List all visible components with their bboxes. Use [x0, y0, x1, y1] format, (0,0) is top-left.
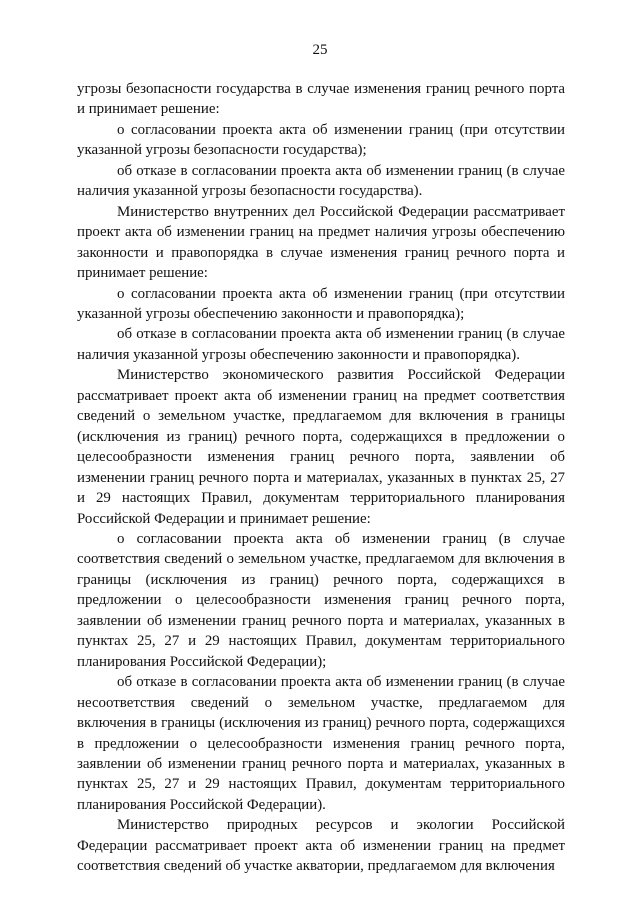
paragraph: об отказе в согласовании проекта акта об изменении границ (в случае наличия указанной угрозы безопасности государства).	[77, 162, 565, 200]
paragraph: о согласовании проекта акта об изменении границ (в случае соответствия сведений о земельном участке, предлагаемом для включения в границы (исключения из границ) речного порта, содержащихся в предложении о целесообразности изменения границ речного порта, заявлении об изменении границ речного порта и материалах, указанных в пунктах 25, 27 и 29 настоящих Правил, документам территориального планирования Российской Федерации);	[77, 530, 565, 670]
paragraph: Министерство внутренних дел Российской Федерации рассматривает проект акта об изменении границ на предмет наличия угрозы обеспечению законности и правопорядка в случае изменения границ речного порта и принимает решение:	[77, 203, 565, 282]
paragraph: Министерство экономического развития Российской Федерации рассматривает проект акта об изменении границ на предмет соответствия сведений о земельном участке, предлагаемом для включения в границы (исключения из границ) речного порта, содержащихся в предложении о целесообразности изменения границ речного порта, заявлении об изменении границ речного порта и материалах, указанных в пунктах 25, 27 и 29 настоящих Правил, документам территориального планирования Российской Федерации и принимает решение:	[77, 367, 565, 527]
paragraph: о согласовании проекта акта об изменении границ (при отсутствии указанной угрозы безопасности государства);	[77, 121, 565, 159]
document-body	[77, 79, 565, 877]
paragraph: об отказе в согласовании проекта акта об изменении границ (в случае наличия указанной угрозы обеспечению законности и правопорядка).	[77, 326, 565, 363]
paragraph: о согласовании проекта акта об изменении границ (при отсутствии указанной угрозы обеспечению законности и правопорядка);	[77, 285, 565, 322]
paragraph: об отказе в согласовании проекта акта об изменении границ (в случае несоответствия сведений о земельном участке, предлагаемом для включения в границы (исключения из границ) речного порта, содержащихся в предложении о целесообразности изменения границ речного порта, заявлении об изменении границ речного порта и материалах, указанных в пунктах 25, 27 и 29 настоящих Правил, документам территориального планирования Российской Федерации).	[77, 674, 565, 813]
page-number: 25	[312, 42, 328, 58]
paragraph: угрозы безопасности государства в случае изменения границ речного порта и принимает решение:	[77, 81, 565, 118]
paragraph: Министерство природных ресурсов и экологии Российской Федерации рассматривает проект акта об изменении границ на предмет соответствия сведений об участке акватории, предлагаемом для включения	[77, 817, 565, 875]
